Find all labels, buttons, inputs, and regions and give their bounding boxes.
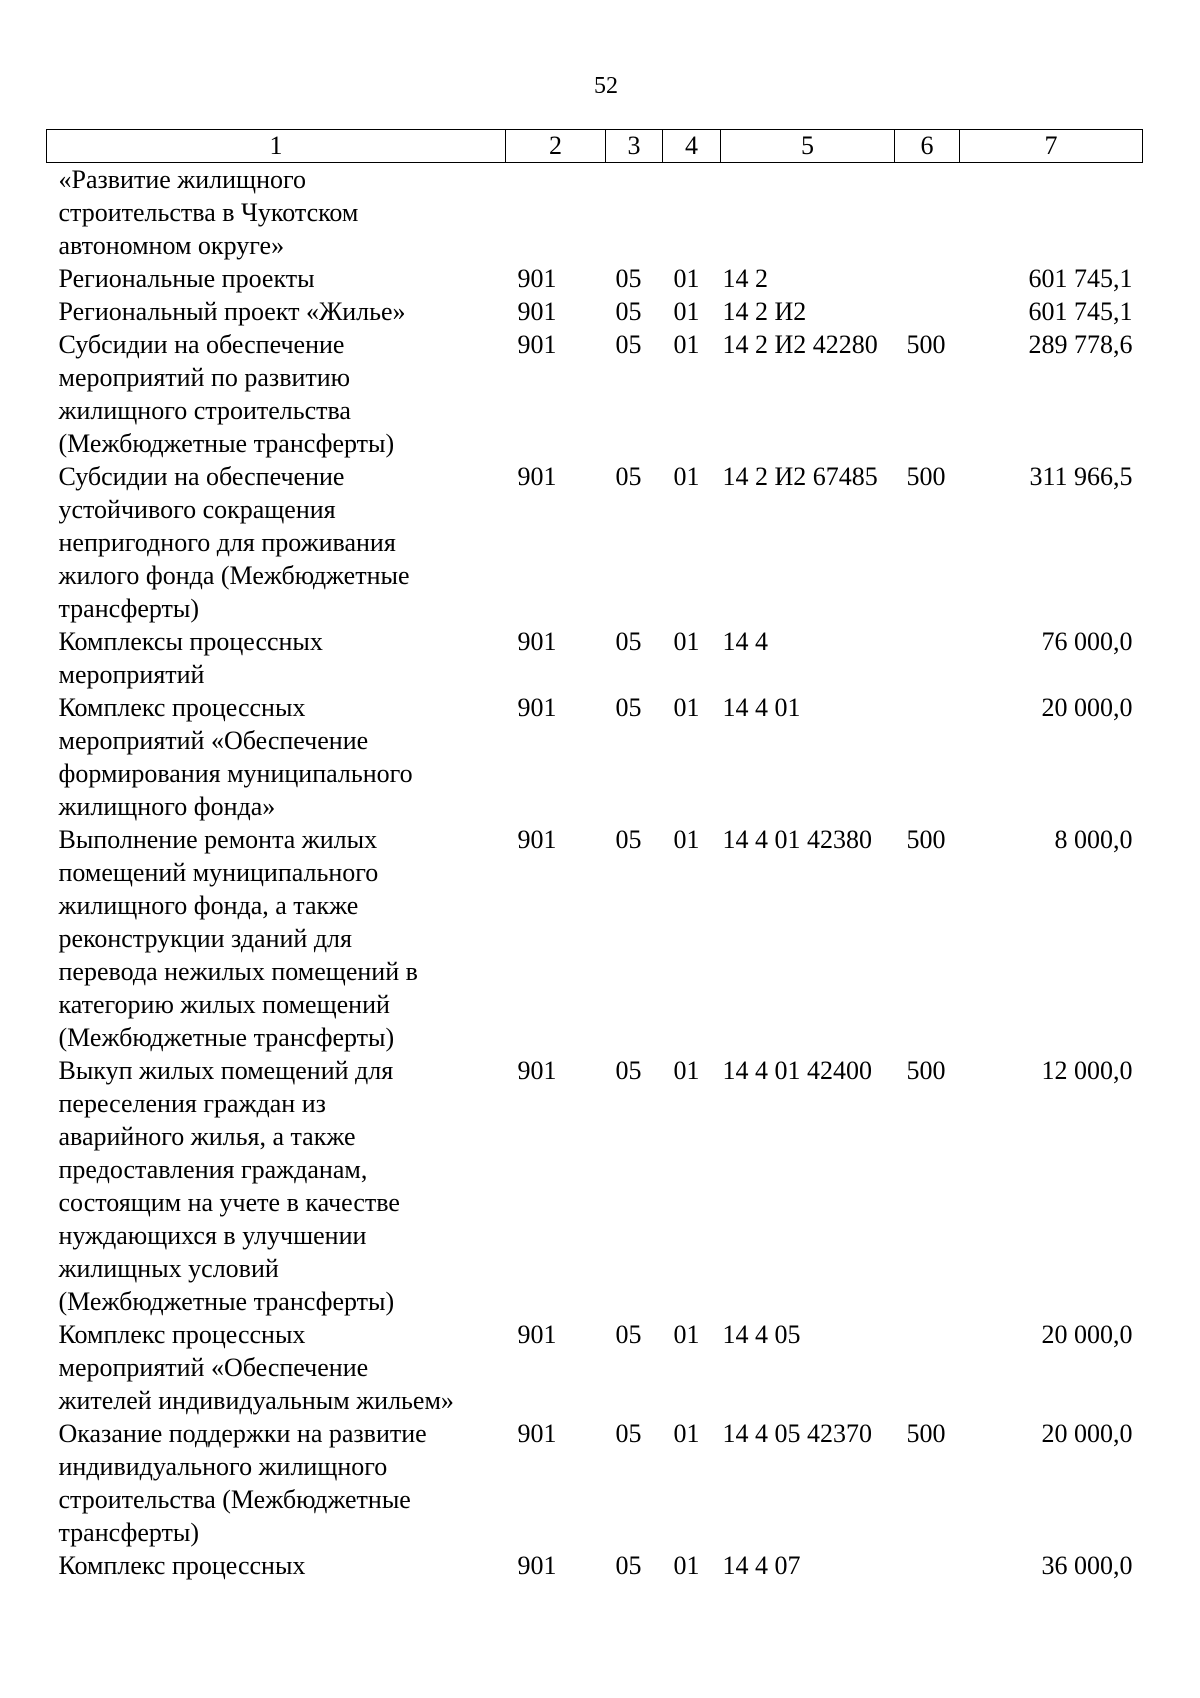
row-amount: 311 966,5	[1029, 462, 1133, 491]
row-expense-type	[895, 1318, 960, 1417]
row-name	[47, 1549, 506, 1582]
row-expense-type	[895, 262, 960, 295]
row-section-code: 05	[615, 693, 642, 722]
row-target-code: 14 2 И2 42280	[722, 330, 878, 359]
table-row	[47, 295, 1143, 328]
table-row	[47, 691, 1143, 823]
table-row	[47, 1417, 1143, 1549]
row-name-text: Субсидии на обеспечение устойчивого сокращения непригодного для проживания жилого фонда (Межбюджетные трансферты)	[58, 462, 410, 623]
row-admin-code: 901	[517, 297, 557, 326]
row-section-code: 05	[615, 1056, 642, 1085]
row-subsection-code: 01	[673, 627, 700, 656]
page-number: 52	[594, 73, 618, 99]
row-section-code: 05	[615, 1419, 642, 1448]
row-expense-type	[895, 163, 960, 263]
row-name-text: Комплекс процессных мероприятий «Обеспечение формирования муниципального жилищного фонда»	[58, 693, 413, 821]
row-subsection-code: 01	[673, 825, 700, 854]
column-header-5: 5	[721, 130, 895, 163]
row-subsection-code: 01	[673, 330, 700, 359]
row-expense-type	[895, 295, 960, 328]
row-expense-type: 500	[906, 1056, 946, 1085]
row-admin-code: 901	[517, 1551, 557, 1580]
row-name	[47, 823, 506, 1054]
row-name	[47, 163, 506, 263]
row-name-text: Выкуп жилых помещений для переселения граждан из аварийного жилья, а также предоставления гражданам, состоящим на учете в качестве нуждающихся в улучшении жилищных условий (Межбюджетные трансферты)	[58, 1056, 400, 1316]
column-header-1: 1	[47, 130, 506, 163]
row-amount: 289 778,6	[1028, 330, 1133, 359]
row-name-text: «Развитие жилищного строительства в Чукотском автономном округе»	[58, 165, 359, 260]
row-amount: 20 000,0	[1041, 1320, 1133, 1349]
row-subsection-code: 01	[673, 1419, 700, 1448]
row-section-code: 05	[615, 1551, 642, 1580]
table-row	[47, 1549, 1143, 1582]
row-subsection-code: 01	[673, 693, 700, 722]
row-amount: 601 745,1	[1028, 264, 1133, 293]
row-subsection-code: 01	[673, 1551, 700, 1580]
row-name-text: Комплекс процессных мероприятий «Обеспечение жителей индивидуальным жильем»	[58, 1320, 454, 1415]
row-name	[47, 1417, 506, 1549]
row-admin-code: 901	[517, 627, 557, 656]
row-amount: 20 000,0	[1041, 1419, 1133, 1448]
row-admin-code: 901	[517, 825, 557, 854]
row-target-code: 14 4 01 42400	[722, 1056, 872, 1085]
row-expense-type: 500	[906, 330, 946, 359]
row-expense-type	[895, 691, 960, 823]
row-amount: 36 000,0	[1041, 1551, 1133, 1580]
row-name	[47, 1054, 506, 1318]
row-name-text: Региональные проекты	[58, 264, 315, 293]
table-row	[47, 1318, 1143, 1417]
row-expense-type	[895, 1549, 960, 1582]
column-header-4: 4	[663, 130, 721, 163]
row-amount: 20 000,0	[1041, 693, 1133, 722]
row-admin-code: 901	[517, 693, 557, 722]
row-subsection-code: 01	[673, 264, 700, 293]
row-amount: 12 000,0	[1041, 1056, 1133, 1085]
table-row	[47, 163, 1143, 263]
row-amount: 601 745,1	[1028, 297, 1133, 326]
row-name	[47, 625, 506, 691]
row-target-code: 14 4	[722, 627, 768, 656]
row-admin-code: 901	[517, 462, 557, 491]
row-admin-code: 901	[517, 1320, 557, 1349]
row-target-code: 14 4 05 42370	[722, 1419, 872, 1448]
row-name-text: Региональный проект «Жилье»	[58, 297, 406, 326]
row-section-code: 05	[615, 297, 642, 326]
column-header-6: 6	[895, 130, 960, 163]
row-expense-type	[895, 625, 960, 691]
row-name	[47, 328, 506, 460]
row-section-code	[606, 163, 663, 263]
row-name-text: Оказание поддержки на развитие индивидуального жилищного строительства (Межбюджетные трансферты)	[58, 1419, 427, 1547]
row-expense-type: 500	[906, 1419, 946, 1448]
table-header-row	[47, 130, 1143, 163]
row-name	[47, 262, 506, 295]
column-header-7: 7	[960, 130, 1143, 163]
row-admin-code: 901	[517, 1056, 557, 1085]
row-target-code: 14 2 И2 67485	[722, 462, 878, 491]
row-amount	[960, 163, 1143, 263]
row-target-code: 14 2 И2	[722, 297, 807, 326]
row-target-code: 14 4 01 42380	[722, 825, 872, 854]
row-section-code: 05	[615, 627, 642, 656]
row-section-code: 05	[615, 462, 642, 491]
row-amount: 76 000,0	[1041, 627, 1133, 656]
row-name-text: Субсидии на обеспечение мероприятий по развитию жилищного строительства (Межбюджетные трансферты)	[58, 330, 395, 458]
row-section-code: 05	[615, 1320, 642, 1349]
row-name	[47, 460, 506, 625]
row-expense-type: 500	[906, 462, 946, 491]
row-admin-code: 901	[517, 330, 557, 359]
table-row	[47, 328, 1143, 460]
row-name-text: Комплексы процессных мероприятий	[58, 627, 323, 689]
row-target-code: 14 4 01	[722, 693, 801, 722]
table-row	[47, 625, 1143, 691]
column-header-3: 3	[606, 130, 663, 163]
row-section-code: 05	[615, 825, 642, 854]
row-target-code: 14 4 07	[722, 1551, 801, 1580]
row-subsection-code: 01	[673, 1320, 700, 1349]
row-admin-code: 901	[517, 264, 557, 293]
row-subsection-code: 01	[673, 297, 700, 326]
table-row	[47, 460, 1143, 625]
table-row	[47, 262, 1143, 295]
row-target-code	[721, 163, 895, 263]
row-name	[47, 295, 506, 328]
column-header-2: 2	[506, 130, 606, 163]
row-target-code: 14 2	[722, 264, 768, 293]
row-section-code: 05	[615, 330, 642, 359]
row-name-text: Выполнение ремонта жилых помещений муниципального жилищного фонда, а также реконструкции зданий для перевода нежилых помещений в категорию жилых помещений (Межбюджетные трансферты)	[58, 825, 418, 1052]
table-row	[47, 823, 1143, 1054]
row-name-text: Комплекс процессных	[58, 1551, 306, 1580]
row-admin-code: 901	[517, 1419, 557, 1448]
row-subsection-code: 01	[673, 1056, 700, 1085]
row-subsection-code	[663, 163, 721, 263]
row-admin-code	[506, 163, 606, 263]
row-expense-type: 500	[906, 825, 946, 854]
budget-table	[46, 129, 1143, 1582]
row-section-code: 05	[615, 264, 642, 293]
row-amount: 8 000,0	[1054, 825, 1133, 854]
row-name	[47, 691, 506, 823]
row-name	[47, 1318, 506, 1417]
row-target-code: 14 4 05	[722, 1320, 801, 1349]
table-row	[47, 1054, 1143, 1318]
row-subsection-code: 01	[673, 462, 700, 491]
